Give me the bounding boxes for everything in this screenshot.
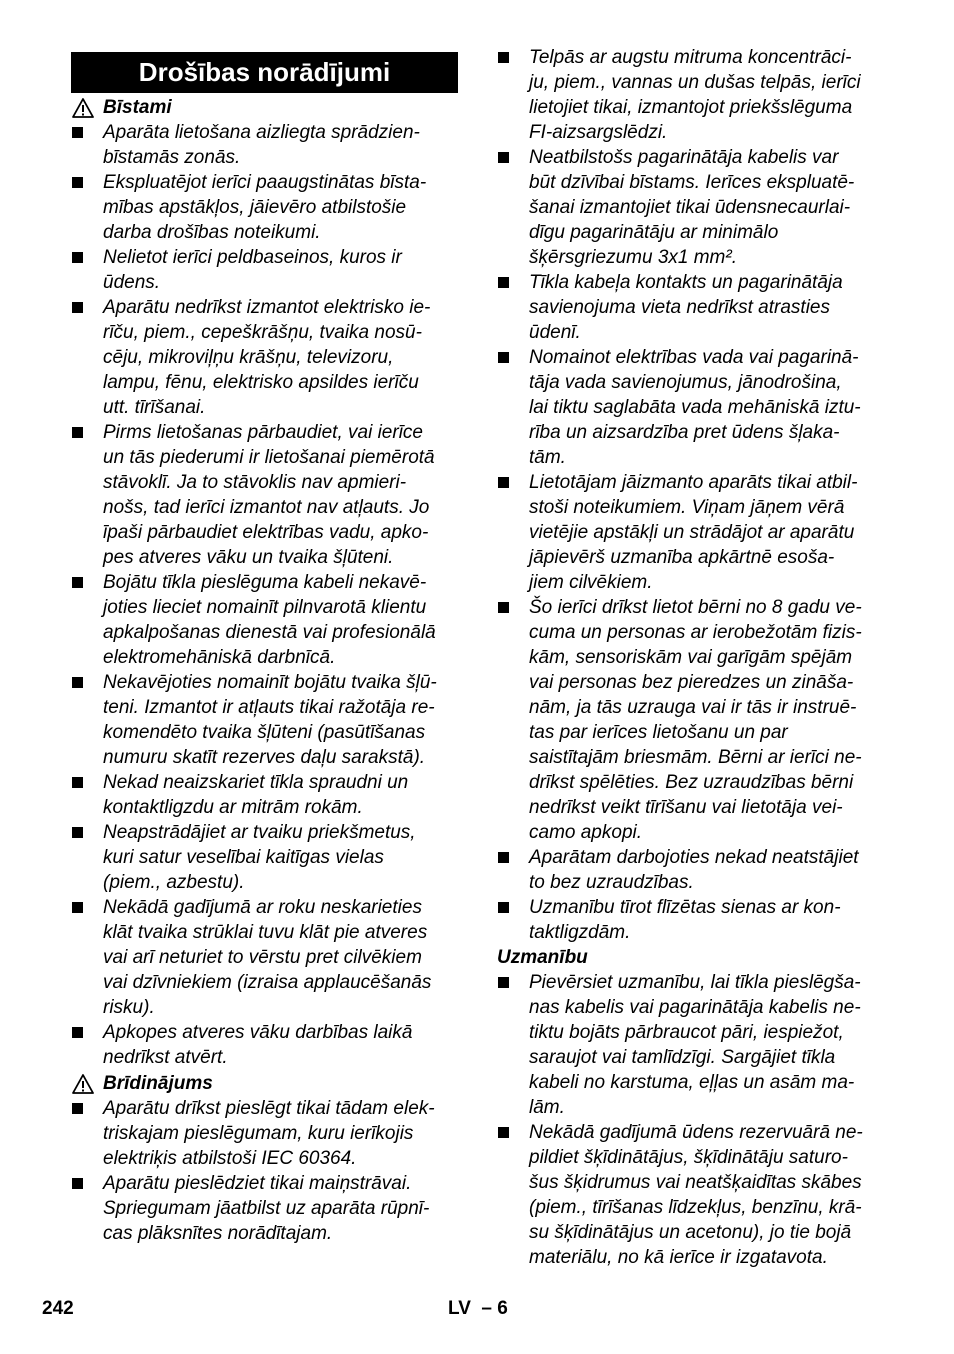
list-item: Tīkla kabeļa kontakts un pagarinātāja savienojuma vieta nedrīkst atrasties ūdenī. (497, 270, 889, 345)
list-item: Nekad neaizskariet tīkla spraudni un kontaktligzdu ar mitrām rokām. (71, 770, 459, 820)
list-item: Apkopes atveres vāku darbības laikā nedrīkst atvērt. (71, 1020, 459, 1070)
caution-heading: Uzmanību (497, 947, 588, 968)
list-item: Bojātu tīkla pieslēguma kabeli nekavē- joties lieciet nomainīt pilnvarotā klientu apkalpošanas dienestā vai profesionālā elektromehāniskā darbnīcā. (71, 570, 459, 670)
list-item: Šo ierīci drīkst lietot bērni no 8 gadu ve- cuma un personas ar ierobežotām fizis- kām, sensoriskām vai garīgām spējām vai personas bez pieredzes un zināša- nām, ja tās uzrauga vai ir tās ir instruē- tas par ierīces lietošanu un par saistītajām briesmām. Bērni ar ierīci ne- drīkst spēlēties. Bez uzraudzības bērni nedrīkst veikt tīrīšanu vai lietotāja vei- camo apkopi. (497, 595, 889, 845)
list-item: Neatbilstošs pagarinātāja kabelis var būt dzīvībai bīstams. Ierīces ekspluatē- šanai izmantojiet tikai ūdensnecaurlai- dīgu pagarinātāju ar minimālo šķērsgriezumu 3x1 mm². (497, 145, 889, 270)
danger-heading: Bīstami (103, 97, 172, 118)
list-item: Nekavējoties nomainīt bojātu tvaika šļū- teni. Izmantot ir atļauts tikai ražotāja re- komendēto tvaika šļūteni (pasūtīšanas numuru skatīt rezerves daļu sarakstā). (71, 670, 459, 770)
list-item: Pievērsiet uzmanību, lai tīkla pieslēgša- nas kabelis vai pagarinātāja kabelis ne- tiktu bojāts pārbraucot pāri, iespiežot, saraujot vai tamlīdzīgi. Sargājiet tīkla kabeli no karstuma, eļļas un asām ma- lām. (497, 970, 889, 1120)
bullet-square-icon (72, 902, 83, 913)
bullet-square-icon (72, 252, 83, 263)
bullet-square-icon (498, 277, 509, 288)
bullet-square-icon (72, 1103, 83, 1114)
bullet-square-icon (72, 427, 83, 438)
bullet-square-icon (498, 852, 509, 863)
bullet-square-icon (72, 677, 83, 688)
bullet-square-icon (72, 302, 83, 313)
list-item: Uzmanību tīrot flīzētas sienas ar kon- taktligzdām. (497, 895, 889, 945)
warning-heading: Brīdinājums (103, 1073, 213, 1094)
list-item: Nomainot elektrības vada vai pagarinā- tāja vada savienojumus, jānodrošina, lai tiktu saglabāta vada mehāniskā iztu- rība un aizsardzība pret ūdens šļaka- tām. (497, 345, 889, 470)
bullet-square-icon (498, 977, 509, 988)
bullet-square-icon (498, 352, 509, 363)
language-page-label: LV – 6 (448, 1298, 508, 1319)
list-item: Neapstrādājiet ar tvaiku priekšmetus, kuri satur veselībai kaitīgas vielas (piem., azbestu). (71, 820, 459, 895)
bullet-square-icon (498, 477, 509, 488)
page-number: 242 (42, 1298, 74, 1319)
bullet-square-icon (498, 152, 509, 163)
list-item: Nelietot ierīci peldbaseinos, kuros ir ūdens. (71, 245, 459, 295)
bullet-square-icon (72, 1027, 83, 1038)
bullet-square-icon (498, 602, 509, 613)
bullet-square-icon (72, 777, 83, 788)
list-item: Pirms lietošanas pārbaudiet, vai ierīce un tās piederumi ir lietošanai piemērotā stāvoklī. Ja to stāvoklis nav apmieri- nošs, tad ierīci izmantot nav atļauts. Jo īpaši pārbaudiet elektrības vadu, apko- pes atveres vāku un tvaika šļūteni. (71, 420, 459, 570)
bullet-square-icon (498, 1127, 509, 1138)
bullet-square-icon (72, 177, 83, 188)
bullet-square-icon (72, 1178, 83, 1189)
bullet-square-icon (498, 902, 509, 913)
list-item: Nekādā gadījumā ar roku neskarieties klāt tvaika strūklai tuvu klāt pie atveres vai arī neturiet to vērstu pret cilvēkiem vai dzīvniekiem (izraisa applaucēšanās risku). (71, 895, 459, 1020)
list-item: Aparātu pieslēdziet tikai maiņstrāvai. Spriegumam jāatbilst uz aparāta rūpnī- cas plāksnītes norādītajam. (71, 1171, 459, 1246)
list-item: Nekādā gadījumā ūdens rezervuārā ne- pildiet šķīdinātājus, šķīdinātāju saturo- šus šķidrumus vai neatšķaidītas skābes (piem., tīrīšanas līdzekļus, benzīnu, krā- su šķīdinātājus un acetonu), jo tie bojā materiālu, no kā ierīce ir izgatavota. (497, 1120, 889, 1270)
warning-triangle-icon (72, 1074, 94, 1094)
list-item: Lietotājam jāizmanto aparāts tikai atbil- stoši noteikumiem. Viņam jāņem vērā vietējie apstākļi un strādājot ar aparātu jāpievērš uzmanība apkārtnē esoša- jiem cilvēkiem. (497, 470, 889, 595)
warning-heading-row (71, 1071, 459, 1096)
list-item: Telpās ar augstu mitruma koncentrāci- ju, piem., vannas un dušas telpās, ierīci lietojiet tikai, izmantojot priekšslēguma FI-aizsargslēdzi. (497, 45, 889, 145)
bullet-square-icon (498, 52, 509, 63)
warning-triangle-icon (72, 98, 94, 118)
bullet-square-icon (72, 827, 83, 838)
list-item: Ekspluatējot ierīci paaugstinātas bīsta- mības apstākļos, jāievēro atbilstošie darba drošības noteikumi. (71, 170, 459, 245)
page-title: Drošības norādījumi (71, 52, 458, 93)
bullet-square-icon (72, 127, 83, 138)
list-item: Aparātam darbojoties nekad neatstājiet to bez uzraudzības. (497, 845, 889, 895)
danger-heading-row (71, 95, 459, 120)
list-item: Aparātu nedrīkst izmantot elektrisko ie- rīču, piem., cepeškrāšņu, tvaika nosū- cēju, mikroviļņu krāšņu, televizoru, lampu, fēnu, elektrisko apsildes ierīču utt. tīrīšanai. (71, 295, 459, 420)
list-item: Aparātu drīkst pieslēgt tikai tādam elek- triskajam pieslēgumam, kuru ierīkojis elektriķis atbilstoši IEC 60364. (71, 1096, 459, 1171)
list-item: Aparāta lietošana aizliegta sprādzien- bīstamās zonās. (71, 120, 459, 170)
bullet-square-icon (72, 577, 83, 588)
